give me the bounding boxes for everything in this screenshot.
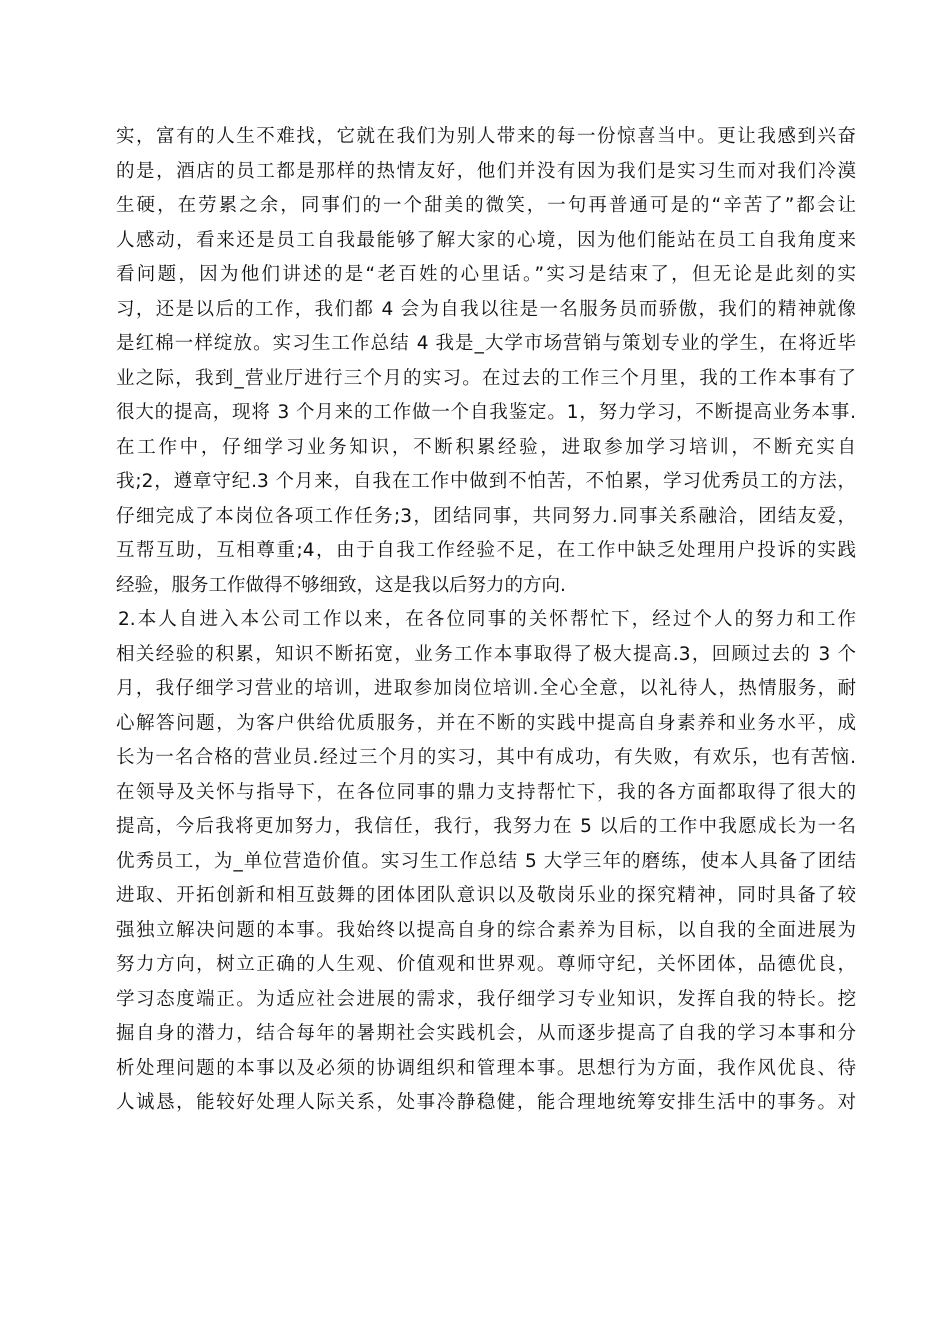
text-line: 是红棉一样绽放。实习生工作总结 4 我是_大学市场营销与策划专业的学生，在将近毕 (116, 333, 856, 354)
text-line: 我;2，遵章守纪.3 个月来，自我在工作中做到不怕苦，不怕累，学习优秀员工的方法， (116, 471, 856, 492)
text-line: 业之际，我到_营业厅进行三个月的实习。在过去的工作三个月里，我的工作本事有了 (116, 367, 856, 389)
text-line: 学习态度端正。为适应社会进展的需求，我仔细学习专业知识，发挥自我的特长。挖 (116, 988, 856, 1010)
text-line: 月，我仔细学习营业的培训，进取参加岗位培训.全心全意，以礼待人，热情服务，耐 (116, 678, 856, 699)
text-line: 仔细完成了本岗位各项工作任务;3，团结同事，共同努力.同事关系融洽，团结友爱， (116, 505, 856, 527)
text-line: 长为一名合格的营业员.经过三个月的实习，其中有成功，有失败，有欢乐，也有苦恼. (116, 747, 856, 768)
body-text (116, 120, 856, 1121)
text-line: 在领导及关怀与指导下，在各位同事的鼎力支持帮忙下，我的各方面都取得了很大的 (116, 781, 856, 803)
text-line: 析处理问题的本事以及必须的协调组织和管理本事。思想行为方面，我作风优良、待 (116, 1057, 856, 1079)
text-line: 互帮互助，互相尊重;4，由于自我工作经验不足，在工作中缺乏处理用户投诉的实践 (116, 540, 856, 561)
text-line: 心解答问题，为客户供给优质服务，并在不断的实践中提高自身素养和业务水平，成 (116, 712, 856, 734)
text-line: 实，富有的人生不难找，它就在我们为别人带来的每一份惊喜当中。更让我感到兴奋 (116, 126, 856, 147)
text-line: 很大的提高，现将 3 个月来的工作做一个自我鉴定。1，努力学习，不断提高业务本事. (116, 402, 856, 423)
text-line: 强独立解决问题的本事。我始终以提高自身的综合素养为目标，以自我的全面进展为 (116, 919, 856, 941)
text-line: 进取、开拓创新和相互鼓舞的团体团队意识以及敬岗乐业的探究精神，同时具备了较 (116, 885, 856, 906)
text-line: 人感动，看来还是员工自我最能够了解大家的心境，因为他们能站在员工自我角度来 (116, 229, 856, 251)
text-line: 掘自身的潜力，结合每年的暑期社会实践机会，从而逐步提高了自我的学习本事和分 (116, 1023, 856, 1044)
text-line: 提高，今后我将更加努力，我信任，我行，我努力在 5 以后的工作中我愿成长为一名 (116, 816, 856, 837)
text-line: 优秀员工，为_单位营造价值。实习生工作总结 5 大学三年的磨练，使本人具备了团结 (116, 850, 856, 872)
text-line: 习，还是以后的工作，我们都 4 会为自我以往是一名服务员而骄傲，我们的精神就像 (116, 298, 856, 320)
text-line: 的是，酒店的员工都是那样的热情友好，他们并没有因为我们是实习生而对我们冷漠 (116, 160, 856, 182)
text-line: 2.本人自进入本公司工作以来，在各位同事的关怀帮忙下，经过个人的努力和工作 (118, 609, 856, 630)
text-line: 人诚恳，能较好处理人际关系，处事冷静稳健，能合理地统筹安排生活中的事务。对 (116, 1092, 856, 1113)
text-line: 在工作中，仔细学习业务知识，不断积累经验，进取参加学习培训，不断充实自 (116, 436, 856, 458)
text-line: 相关经验的积累，知识不断拓宽，业务工作本事取得了极大提高.3，回顾过去的 3 个 (116, 643, 856, 665)
text-line: 经验，服务工作做得不够细致，这是我以后努力的方向. (116, 574, 566, 596)
text-line: 看问题，因为他们讲述的是“老百姓的心里话。”实习是结束了，但无论是此刻的实 (116, 264, 856, 285)
text-line: 生硬，在劳累之余，同事们的一个甜美的微笑，一句再普通可是的“辛苦了”都会让 (116, 195, 856, 216)
text-line: 努力方向，树立正确的人生观、价值观和世界观。尊师守纪，关怀团体，品德优良， (116, 954, 856, 975)
